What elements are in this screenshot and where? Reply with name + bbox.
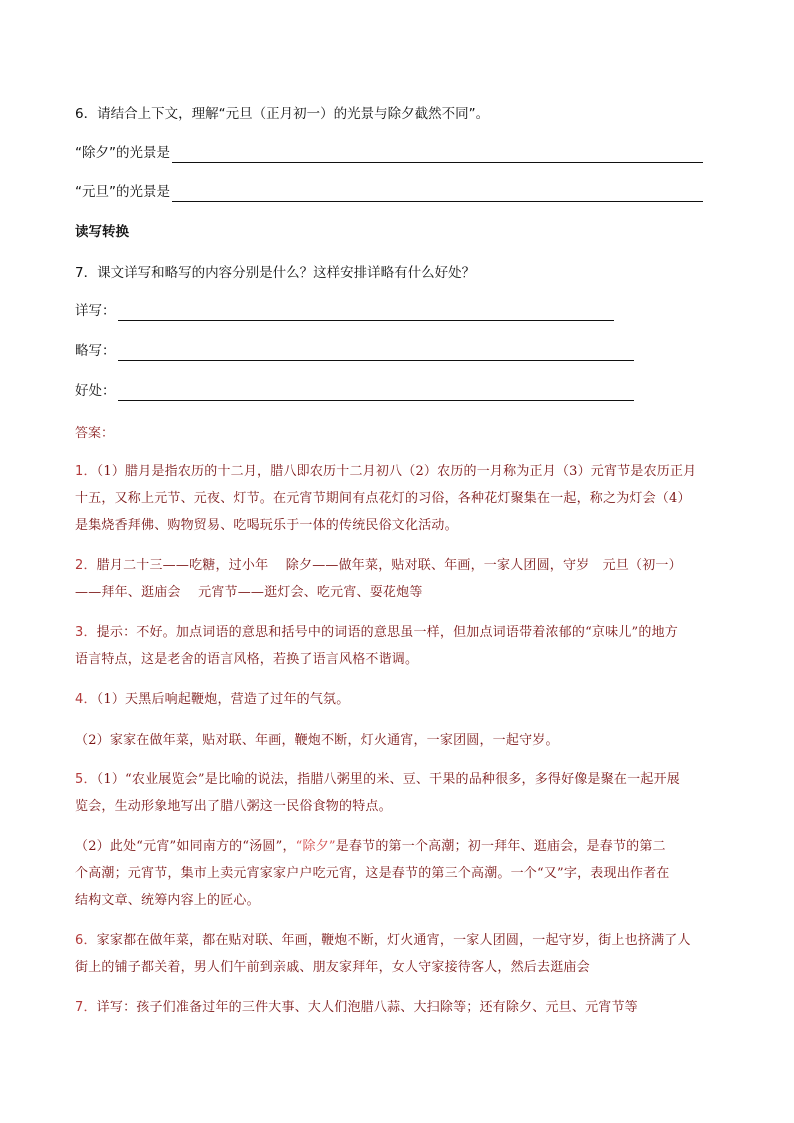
answer-2-line-2: ——拜年、逛庙会 元宵节——逛灯会、吃元宵、耍花炮等 <box>75 585 423 600</box>
answer-4-number: 4． <box>75 692 97 707</box>
answer-blank[interactable] <box>172 148 703 163</box>
answer-1-line-2: 十五，又称上元节、元夜、灯节。在元宵节期间有点花灯的习俗，各种花灯聚集在一起，称之为灯会（4） <box>75 491 691 506</box>
question-6-row-2-label: “元旦”的光景是 <box>75 184 170 200</box>
answer-3-number: 3． <box>75 625 97 640</box>
section-title: 读写转换 <box>75 224 129 240</box>
answer-6-number: 6． <box>75 933 97 948</box>
answer-1-line-3: 是集烧香拜佛、购物贸易、吃喝玩乐于一体的传统民俗文化活动。 <box>75 518 458 533</box>
answer-3-text-1: 提示：不好。加点词语的意思和括号中的词语的意思虽一样，但加点词语带着浓郁的“京味儿”的地方 <box>96 625 678 640</box>
answer-5-highlight: “除夕” <box>295 839 336 854</box>
question-7-row-2-label: 略写： <box>75 343 116 359</box>
answer-7-text-1: 详写：孩子们准备过年的三件大事、大人们泡腊八蒜、大扫除等；还有除夕、元旦、元宵节等 <box>96 1000 638 1015</box>
answer-blank[interactable] <box>118 386 634 401</box>
question-6-row-2 <box>75 182 703 202</box>
answer-5-text-1: （1）“农业展览会”是比喻的说法，指腊八粥里的米、豆、干果的品种很多，多得好像是聚在一起开展 <box>96 772 680 787</box>
answer-2-number: 2． <box>75 558 97 573</box>
answer-7-number: 7． <box>75 1000 97 1015</box>
answer-6-line-1 <box>75 931 691 951</box>
question-7-row-1-label: 详写： <box>75 303 116 319</box>
answer-4-line-2: （2）家家在做年菜，贴对联、年画，鞭炮不断，灯火通宵，一家团圆，一起守岁。 <box>75 733 559 748</box>
question-7-row-2 <box>75 341 634 361</box>
answer-6-text-1: 家家都在做年菜，都在贴对联、年画，鞭炮不断，灯火通宵，一家人团圆，一起守岁，街上也挤满了人 <box>96 933 691 948</box>
question-7-row-1 <box>75 301 614 321</box>
answer-4-text-1: （1）天黑后响起鞭炮，营造了过年的气氛。 <box>96 692 350 707</box>
answer-blank[interactable] <box>118 346 634 361</box>
question-6-row-1 <box>75 143 703 163</box>
answer-3-line-1 <box>75 623 678 643</box>
question-7-row-3-label: 好处： <box>75 383 116 399</box>
answer-2-line-1 <box>75 556 682 576</box>
answer-1-text-1: （1）腊月是指农历的十二月，腊八即农历十二月初八（2）农历的一月称为正月（3）元宵节是农历正月 <box>96 464 697 479</box>
question-7-prompt: 7．课文详写和略写的内容分别是什么？这样安排详略有什么好处？ <box>75 265 476 281</box>
answer-5-number: 5． <box>75 772 97 787</box>
answer-2-text-1: 腊月二十三——吃糖，过小年 除夕——做年菜，贴对联、年画，一家人团圆，守岁 元旦（初一） <box>96 558 682 573</box>
answer-3-line-2: 语言特点，这是老舍的语言风格，若换了语言风格不谐调。 <box>75 652 419 667</box>
answer-5-line-2: 览会，生动形象地写出了腊八粥这一民俗食物的特点。 <box>75 799 392 814</box>
answer-5-line-3 <box>75 837 666 857</box>
answer-1-number: 1． <box>75 464 97 479</box>
answer-5-line-1 <box>75 770 680 790</box>
answer-6-line-2: 街上的铺子都关着，男人们午前到亲戚、朋友家拜年，女人守家接待客人，然后去逛庙会 <box>75 960 590 975</box>
answer-5-line-4: 个高潮；元宵节，集市上卖元宵家家户户吃元宵，这是春节的第三个高潮。一个“又”字，表现出作者在 <box>75 866 670 881</box>
answer-blank[interactable] <box>172 187 703 202</box>
question-7-row-3 <box>75 381 634 401</box>
answer-7-line-1 <box>75 998 638 1018</box>
answer-5-text-3a: （2）此处“元宵”如同南方的“汤圆”， <box>75 839 296 854</box>
answers-title: 答案： <box>75 426 115 441</box>
answer-blank[interactable] <box>118 306 614 321</box>
answer-5-line-5: 结构文章、统筹内容上的匠心。 <box>75 893 260 908</box>
question-6-prompt: 6．请结合上下文，理解“元旦（正月初一）的光景与除夕截然不同”。 <box>75 106 490 122</box>
answer-5-text-3b: 是春节的第一个高潮；初一拜年、逛庙会，是春节的第二 <box>335 839 666 854</box>
answer-1-line-1 <box>75 462 696 482</box>
question-6-row-1-label: “除夕”的光景是 <box>75 145 170 161</box>
answer-4-line-1 <box>75 690 349 710</box>
